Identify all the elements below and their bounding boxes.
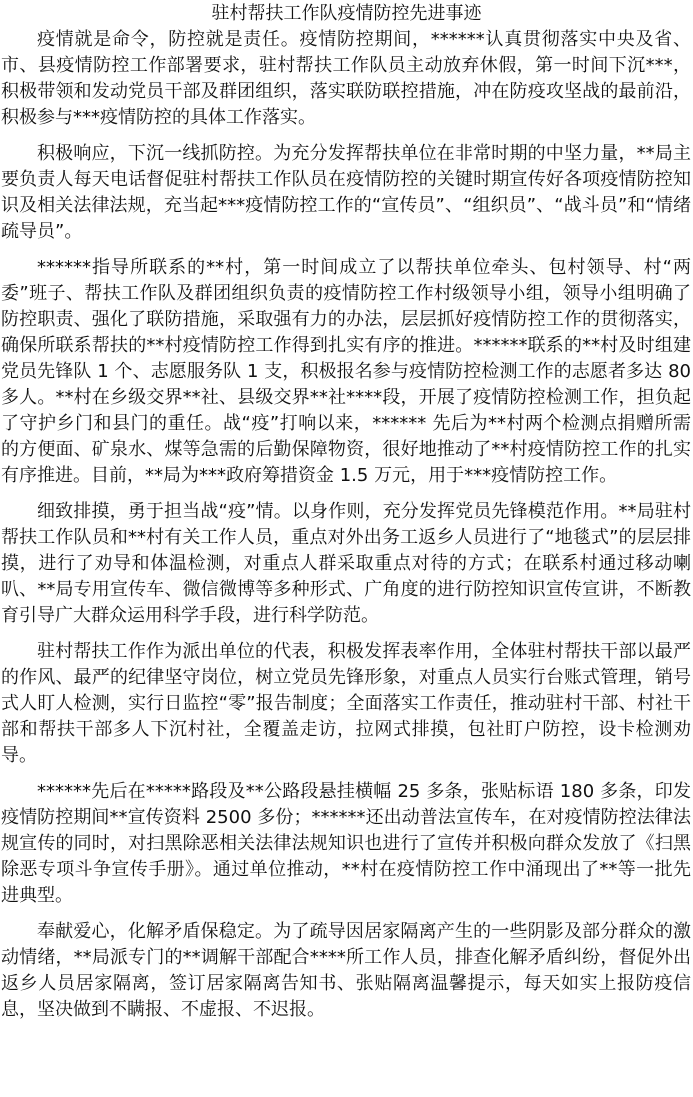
paragraph-gap — [0, 909, 693, 919]
document-title: 驻村帮扶工作队疫情防控先进事迹 — [211, 3, 482, 24]
paragraph-3: ******指导所联系的**村，第一时间成立了以帮扶单位牵头、包村领导、村“两委”班子、帮扶工作队及群团组织负责的疫情防控工作村级领导小组，领导小组明确了防控职责、强化了联防措施，采取强有力的办法，层层抓好疫情防控工作的贯彻落实，确保所联系帮扶的**村疫情防控工作得到扎实有序的推进。******联系的**村及时组建党员先锋队 1 个、志愿服务队 1 支，积极报名参与疫情防控检测工作的志愿者多达 80 多人。**村在乡级交界**社、县级交界**社****段，开展了疫情防控检测工作，担负起了守护乡门和县门的重任。战“疫”打响以来，****** 先后为**村两个检测点捐赠所需的方便面、矿泉水、煤等急需的后勤保障物资，很好地推动了**村疫情防控工作的扎实有序推进。目前，**局为***政府筹措资金 1.5 万元，用于***疫情防控工作。 — [1, 257, 691, 486]
paragraph-7: 奉献爱心，化解矛盾保稳定。为了疏导因居家隔离产生的一些阴影及部分群众的激动情绪，**局派专门的**调解干部配合****所工作人员，排查化解矛盾纠纷，督促外出返乡人员居家隔离，签订居家隔离告知书、张贴隔离温馨提示，每天如实上报防疫信息，坚决做到不瞒报、不虚报、不迟报。 — [1, 921, 691, 1020]
paragraph-5: 驻村帮扶工作作为派出单位的代表，积极发挥表率作用，全体驻村帮扶干部以最严的作风、最严的纪律坚守岗位，树立党员先锋形象，对重点人员实行台账式管理，销号式人盯人检测，实行日监控“零”报告制度；全面落实工作责任，推动驻村干部、村社干部和帮扶干部多人下沉村社，全覆盖走访，拉网式排摸，包社盯户防控，设卡检测劝导。 — [1, 641, 691, 766]
paragraph-4: 细致排摸，勇于担当战“疫”情。以身作则，充分发挥党员先锋模范作用。**局驻村帮扶工作队员和**村有关工作人员，重点对外出务工返乡人员进行了“地毯式”的层层排摸，进行了劝导和体温检测，对重点人群采取重点对待的方式；在联系村通过移动喇叭、**局专用宣传车、微信微博等多种形式、广角度的进行防控知识宣传宣讲，不断教育引导广大群众运用科学手段，进行科学防范。 — [1, 501, 691, 626]
paragraph-1: 疫情就是命令，防控就是责任。疫情防控期间，******认真贯彻落实中央及省、市、县疫情防控工作部署要求，驻村帮扶工作队员主动放弃休假，第一时间下沉***，积极带领和发动党员干部及群团组织，落实联防联控措施，冲在防疫攻坚战的最前沿，积极参与***疫情防控的具体工作落实。 — [1, 29, 691, 128]
paragraph-6: ******先后在*****路段及**公路段悬挂横幅 25 多条，张贴标语 180 多条，印发疫情防控期间**宣传资料 2500 多份；******还出动普法宣传车，在对疫情防控法律法规宣传的同时，对扫黑除恶相关法律法规知识也进行了宣传并积极向群众发放了《扫黑除恶专项斗争宣传手册》。通过单位推动，**村在疫情防控工作中涌现出了**等一批先进典型。 — [1, 781, 691, 906]
paragraph-gap — [0, 131, 693, 141]
paragraph-gap — [0, 245, 693, 255]
paragraph-gap — [0, 489, 693, 499]
paragraph-gap — [0, 769, 693, 779]
paragraph-gap — [0, 629, 693, 639]
paragraph-2: 积极响应，下沉一线抓防控。为充分发挥帮扶单位在非常时期的中坚力量，**局主要负责人每天电话督促驻村帮扶工作队员在疫情防控的关键时期宣传好各项疫情防控知识及相关法律法规，充当起***疫情防控工作的“宣传员”、“组织员”、“战斗员”和“情绪疏导员”。 — [1, 143, 691, 242]
